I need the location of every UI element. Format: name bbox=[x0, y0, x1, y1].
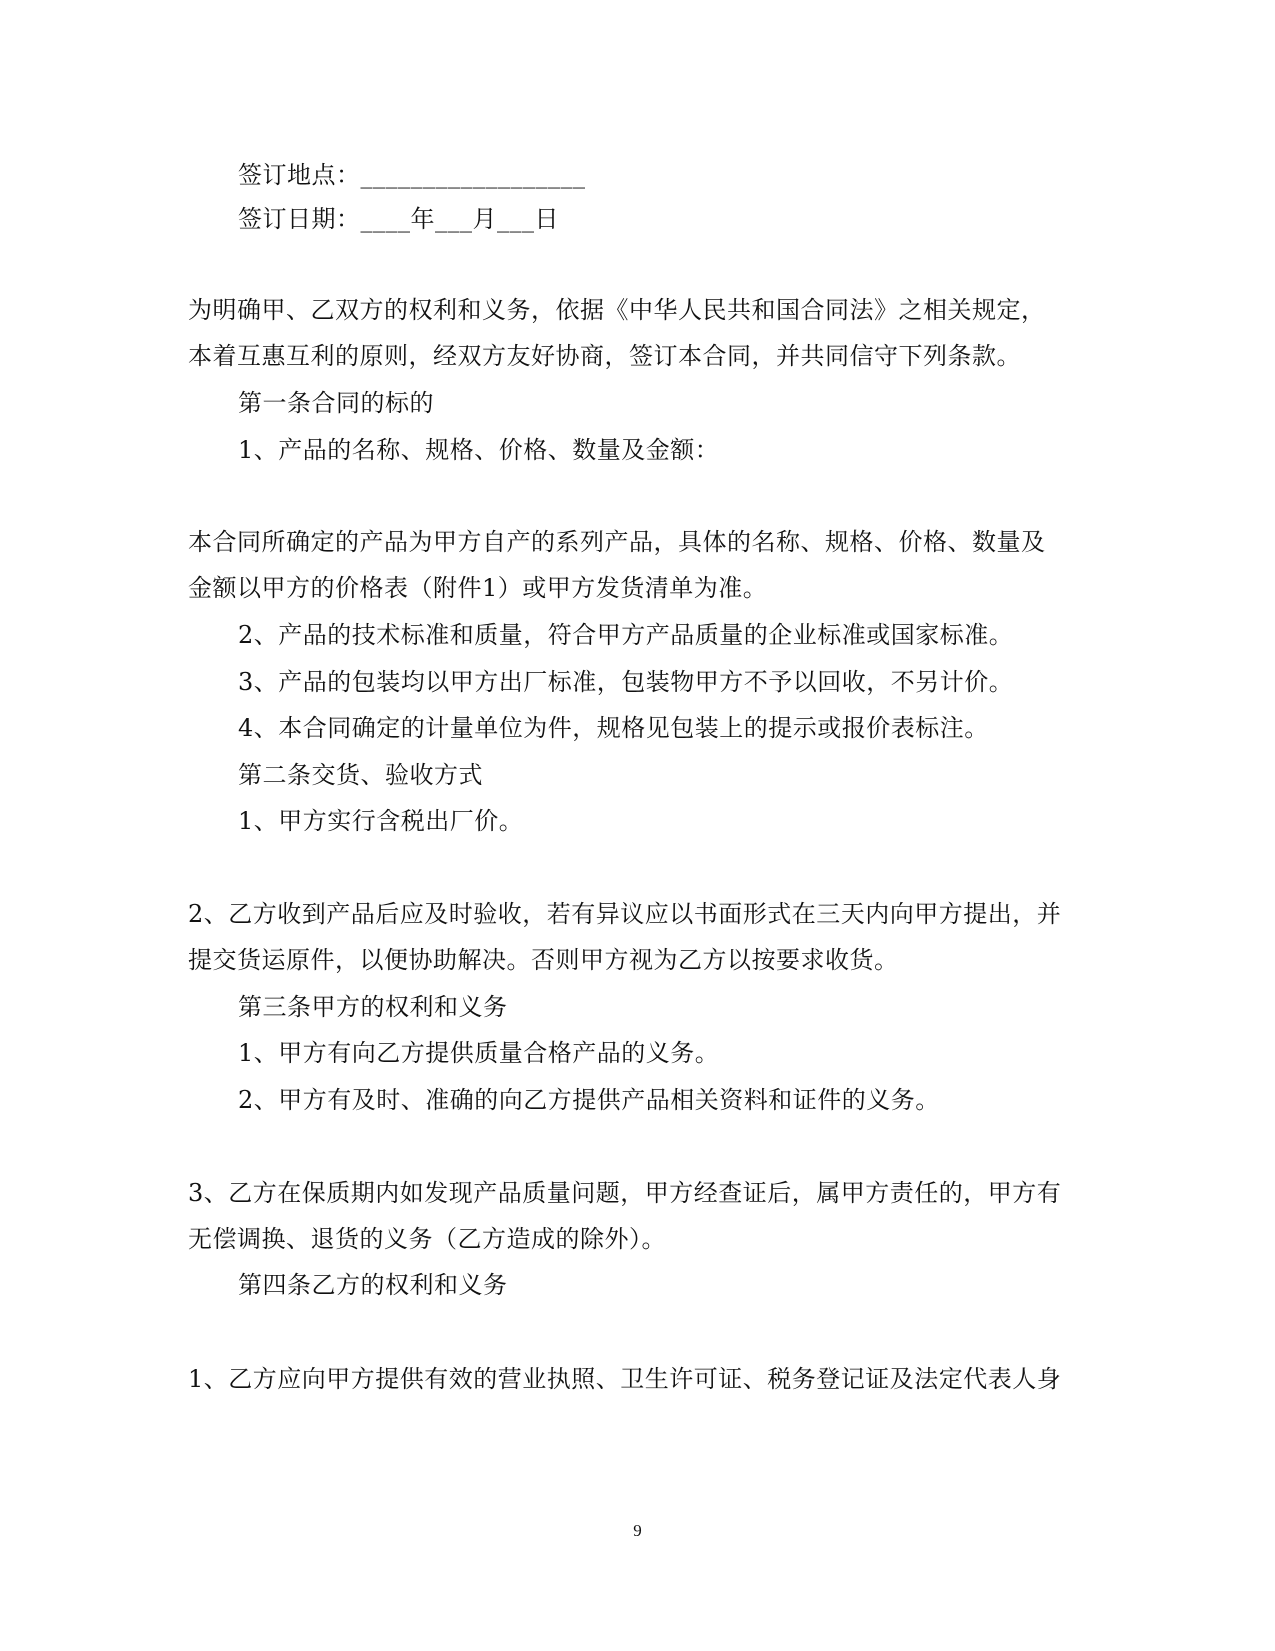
article-4-heading: 第四条乙方的权利和义务 bbox=[238, 1271, 508, 1299]
article-1-item-2: 2、产品的技术标准和质量，符合甲方产品质量的企业标准或国家标准。 bbox=[238, 621, 1014, 649]
article-2-item-2-line-2: 提交货运原件，以便协助解决。否则甲方视为乙方以按要求收货。 bbox=[188, 946, 899, 974]
article-1-heading: 第一条合同的标的 bbox=[238, 389, 434, 417]
article-3-item-3-line-1: 3、乙方在保质期内如发现产品质量问题，甲方经查证后，属甲方责任的，甲方有 bbox=[188, 1179, 1062, 1207]
article-1-item-1: 1、产品的名称、规格、价格、数量及金额： bbox=[238, 436, 720, 464]
page-number: 9 bbox=[633, 1521, 642, 1540]
article-2-heading: 第二条交货、验收方式 bbox=[238, 761, 483, 789]
article-2-item-1: 1、甲方实行含税出厂价。 bbox=[238, 807, 524, 835]
preamble-line-2: 本着互惠互利的原则，经双方友好协商，签订本合同，并共同信守下列条款。 bbox=[188, 342, 1021, 370]
signing-date-line: 签订日期：____年___月___日 bbox=[238, 205, 559, 233]
signing-place-line: 签订地点：__________________ bbox=[238, 161, 586, 189]
article-3-heading: 第三条甲方的权利和义务 bbox=[238, 993, 508, 1021]
preamble-line-1: 为明确甲、乙双方的权利和义务，依据《中华人民共和国合同法》之相关规定， bbox=[188, 296, 1046, 324]
article-1-para-line-1: 本合同所确定的产品为甲方自产的系列产品，具体的名称、规格、价格、数量及 bbox=[188, 528, 1046, 556]
article-3-item-2: 2、甲方有及时、准确的向乙方提供产品相关资料和证件的义务。 bbox=[238, 1086, 940, 1114]
article-3-item-3-line-2: 无偿调换、退货的义务（乙方造成的除外）。 bbox=[188, 1225, 666, 1253]
article-2-item-2-line-1: 2、乙方收到产品后应及时验收，若有异议应以书面形式在三天内向甲方提出，并 bbox=[188, 900, 1062, 928]
article-1-item-4: 4、本合同确定的计量单位为件，规格见包装上的提示或报价表标注。 bbox=[238, 714, 989, 742]
article-1-para-line-2: 金额以甲方的价格表（附件1）或甲方发货清单为准。 bbox=[188, 574, 768, 602]
article-4-item-1-line-1: 1、乙方应向甲方提供有效的营业执照、卫生许可证、税务登记证及法定代表人身 bbox=[188, 1365, 1062, 1393]
article-1-item-3: 3、产品的包装均以甲方出厂标准，包装物甲方不予以回收，不另计价。 bbox=[238, 668, 1014, 696]
article-3-item-1: 1、甲方有向乙方提供质量合格产品的义务。 bbox=[238, 1039, 720, 1067]
